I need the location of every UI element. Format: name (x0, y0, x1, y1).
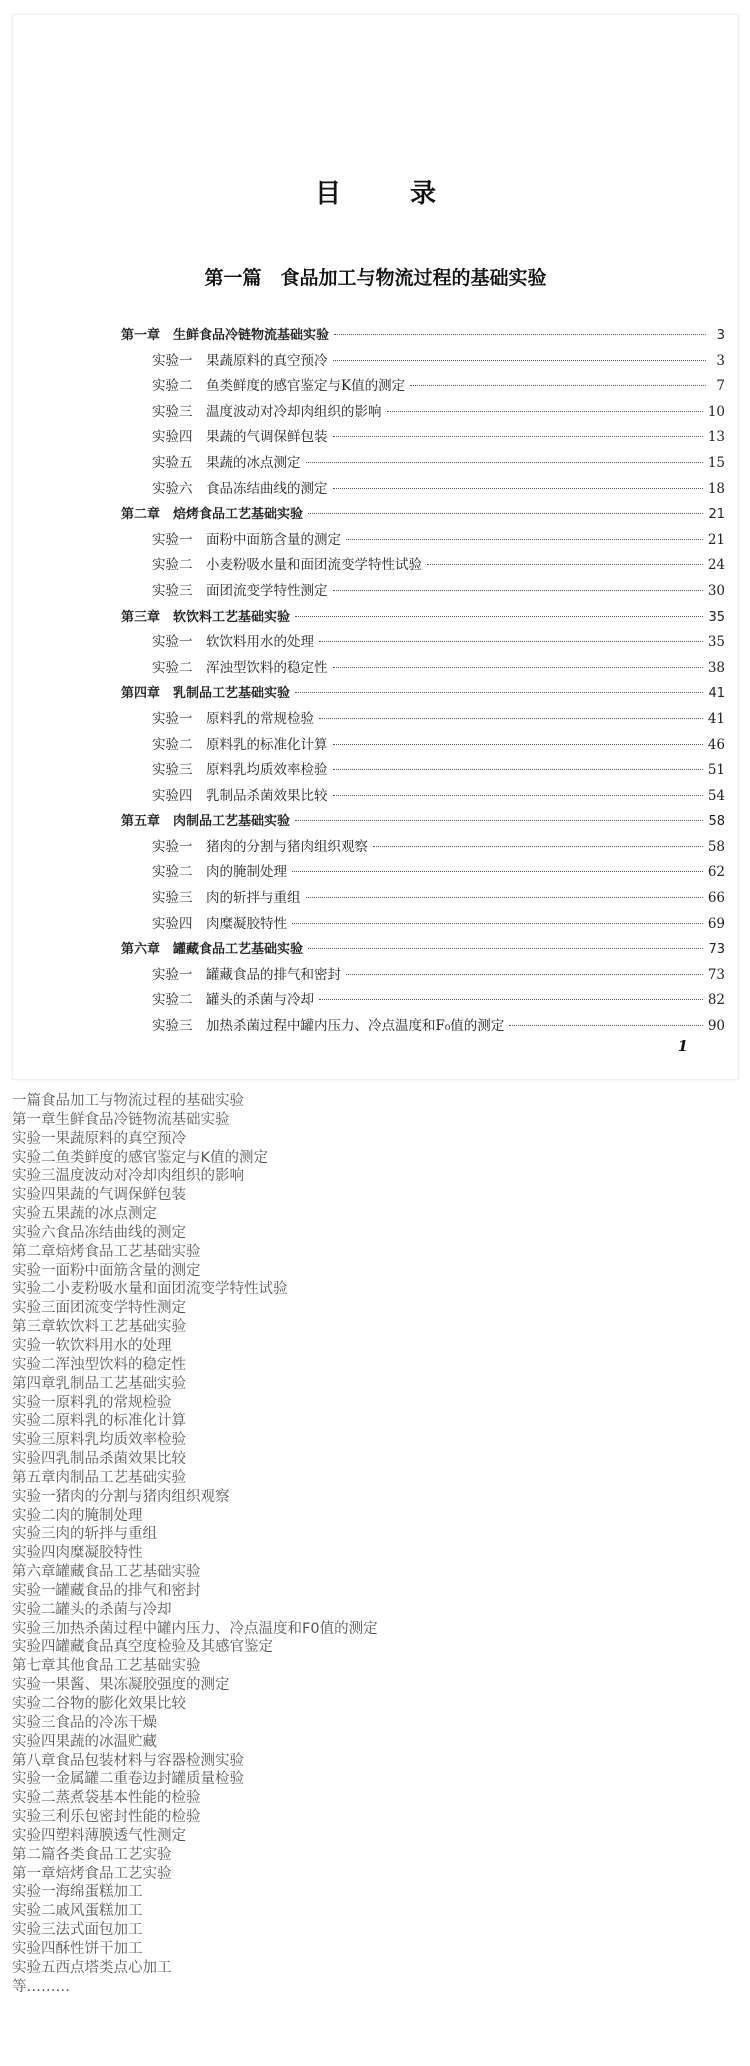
toc-experiment-entry (121, 579, 725, 605)
toc-experiment-entry (121, 758, 725, 784)
dot-leader (292, 923, 703, 924)
toc-entry-page-number: 69 (707, 915, 725, 932)
toc-experiment-entry (121, 886, 725, 912)
toc-entry-title: 实验三 面团流变学特性测定 (152, 582, 328, 599)
toc-entry-title: 实验三 肉的斩拌与重组 (152, 890, 301, 907)
toc-entry-title: 实验四 果蔬的气调保鲜包装 (152, 429, 328, 446)
toc-entry-page-number: 15 (707, 454, 725, 471)
toc-entry-title: 实验一 软饮料用水的处理 (152, 634, 314, 651)
extracted-text-line: 实验一猪肉的分割与猪肉组织观察 (12, 1488, 230, 1505)
toc-experiment-entry (121, 553, 725, 579)
dot-leader (387, 411, 703, 412)
dot-leader (334, 334, 706, 335)
toc-experiment-entry (121, 733, 725, 759)
toc-entry-title: 实验二 小麦粉吸水量和面团流变学特性试验 (152, 557, 422, 574)
extracted-text-line: 实验二谷物的膨化效果比较 (12, 1696, 186, 1712)
dot-leader (319, 999, 703, 1000)
toc-entry-title: 第四章 乳制品工艺基础实验 (121, 686, 291, 702)
toc-entry-title: 实验二 浑浊型饮料的稳定性 (152, 659, 328, 676)
extracted-text-line: 实验四酥性饼干加工 (12, 1940, 143, 1957)
dot-leader (308, 513, 703, 514)
toc-entry-title: 实验一 面粉中面筋含量的测定 (152, 531, 341, 548)
toc-entry-title: 第二章 焙烤食品工艺基础实验 (121, 507, 304, 523)
extracted-text-line: 第八章食品包装材料与容器检测实验 (12, 1752, 244, 1769)
toc-entry-title: 实验三 原料乳均质效率检验 (152, 762, 328, 779)
extracted-text-line: 第一章生鲜食品冷链物流基础实验 (12, 1111, 230, 1128)
extracted-text-line: 第六章罐藏食品工艺基础实验 (12, 1564, 201, 1581)
toc-entry-page-number: 41 (707, 710, 725, 727)
toc-entry-page-number: 3 (716, 328, 725, 343)
toc-experiment-entry (121, 374, 725, 400)
extracted-text-line: 实验一果酱、果冻凝胶强度的测定 (12, 1677, 230, 1694)
toc-entry-title: 实验一 罐藏食品的排气和密封 (152, 966, 341, 983)
extracted-text-line: 第五章肉制品工艺基础实验 (12, 1469, 186, 1486)
dot-leader (333, 360, 707, 361)
toc-entry-page-number: 10 (707, 403, 725, 420)
toc-entry-page-number: 41 (708, 686, 725, 702)
extracted-text-line: 实验一面粉中面筋含量的测定 (12, 1262, 201, 1279)
extracted-text-line: 第一章焙烤食品工艺实验 (12, 1865, 172, 1882)
extracted-text-line: 实验二鱼类鲜度的感官鉴定与K值的测定 (12, 1149, 269, 1166)
extracted-text-line: 等……… (12, 1978, 70, 1995)
extracted-text-line: 实验一原料乳的常规检验 (12, 1394, 172, 1411)
extracted-text-line: 实验六食品冻结曲线的测定 (12, 1224, 186, 1241)
toc-experiment-entry (121, 835, 725, 861)
toc-entry-title: 实验二 原料乳的标准化计算 (152, 736, 328, 753)
toc-entry-page-number: 73 (708, 942, 725, 958)
extracted-text-line: 实验三原料乳均质效率检验 (12, 1432, 186, 1449)
extracted-text-line: 实验二原料乳的标准化计算 (12, 1413, 186, 1430)
toc-experiment-entry (121, 630, 725, 656)
extracted-text-line: 实验二蒸煮袋基本性能的检验 (12, 1790, 201, 1807)
extracted-text-line: 实验四肉糜凝胶特性 (12, 1545, 143, 1562)
toc-entry-page-number: 35 (708, 609, 725, 625)
toc-experiment-entry (121, 656, 725, 682)
toc-experiment-entry (121, 912, 725, 938)
toc-entry-page-number: 18 (707, 480, 725, 497)
toc-entry-title: 实验二 鱼类鲜度的感官鉴定与K值的测定 (152, 378, 406, 395)
toc-entry-page-number: 38 (707, 659, 725, 676)
dot-leader (295, 820, 703, 821)
part-title: 第一篇 食品加工与物流过程的基础实验 (204, 267, 547, 289)
toc-entry-page-number: 30 (707, 582, 725, 599)
toc-experiment-entry (121, 963, 725, 989)
toc-experiment-entry (121, 400, 725, 426)
toc-entry-page-number: 90 (707, 1018, 725, 1035)
toc-entry-page-number: 13 (707, 429, 725, 446)
toc-entry-title: 实验三 加热杀菌过程中罐内压力、冷点温度和F₀值的测定 (152, 1018, 505, 1035)
toc-entry-title: 实验三 温度波动对冷却肉组织的影响 (152, 403, 382, 420)
extracted-text-line: 实验三加热杀菌过程中罐内压力、冷点温度和F0值的测定 (12, 1620, 378, 1637)
extracted-text-line: 实验三面团流变学特性测定 (12, 1300, 186, 1317)
toc-entry-title: 实验一 果蔬原料的真空预冷 (152, 352, 328, 369)
toc-chapter-entry (121, 809, 725, 835)
toc-entry-page-number: 58 (707, 838, 725, 855)
toc-experiment-entry (121, 988, 725, 1014)
extracted-text-line: 实验四塑料薄膜透气性测定 (12, 1827, 186, 1844)
extracted-text-line: 第七章其他食品工艺基础实验 (12, 1658, 201, 1675)
extracted-text-line: 第二篇各类食品工艺实验 (12, 1846, 172, 1863)
toc-entry-page-number: 73 (707, 966, 725, 983)
dot-leader (333, 769, 703, 770)
extracted-text-line: 实验三食品的冷冻干燥 (12, 1714, 157, 1731)
dot-leader (427, 564, 703, 565)
toc-chapter-entry (121, 605, 725, 631)
extracted-text-line: 实验四果蔬的冰温贮藏 (12, 1733, 157, 1750)
extracted-text-line: 实验三利乐包密封性能的检验 (12, 1809, 201, 1826)
extracted-text-line: 第二章焙烤食品工艺基础实验 (12, 1243, 201, 1260)
toc-entry-title: 第六章 罐藏食品工艺基础实验 (121, 942, 304, 958)
extracted-text-line: 实验二罐头的杀菌与冷却 (12, 1601, 172, 1618)
toc-experiment-entry (121, 528, 725, 554)
toc-experiment-entry (121, 707, 725, 733)
toc-chapter-entry (121, 681, 725, 707)
dot-leader (509, 1025, 703, 1026)
dot-leader (308, 948, 703, 949)
extracted-text-line: 实验二肉的腌制处理 (12, 1507, 143, 1524)
toc-entry-page-number: 82 (707, 992, 725, 1009)
dot-leader (306, 897, 703, 898)
toc-entry-page-number: 66 (707, 890, 725, 907)
extracted-text-line: 第三章软饮料工艺基础实验 (12, 1319, 186, 1336)
dot-leader (333, 436, 703, 437)
extracted-text-line: 第四章乳制品工艺基础实验 (12, 1375, 186, 1392)
toc-experiment-entry (121, 1014, 725, 1040)
table-of-contents (121, 323, 725, 1040)
extracted-text-line: 实验五果蔬的冰点测定 (12, 1206, 157, 1223)
toc-experiment-entry (121, 451, 725, 477)
toc-entry-page-number: 54 (707, 787, 725, 804)
extracted-text-line: 实验三肉的斩拌与重组 (12, 1526, 157, 1543)
extracted-text-line: 实验五西点塔类点心加工 (12, 1959, 172, 1976)
toc-entry-title: 实验四 乳制品杀菌效果比较 (152, 787, 328, 804)
toc-experiment-entry (121, 784, 725, 810)
toc-chapter-entry (121, 323, 725, 349)
dot-leader (319, 718, 703, 719)
toc-entry-title: 实验二 肉的腌制处理 (152, 864, 287, 881)
dot-leader (333, 488, 703, 489)
toc-entry-title: 实验四 肉糜凝胶特性 (152, 915, 287, 932)
toc-entry-page-number: 58 (708, 814, 725, 830)
extracted-text-line: 实验四罐藏食品真空度检验及其感官鉴定 (12, 1639, 273, 1656)
toc-entry-title: 实验六 食品冻结曲线的测定 (152, 480, 328, 497)
extracted-text-line: 实验二浑浊型饮料的稳定性 (12, 1356, 186, 1373)
extracted-text-line: 实验一罐藏食品的排气和密封 (12, 1582, 201, 1599)
book-page (12, 14, 739, 1080)
dot-leader (319, 641, 703, 642)
extracted-text-list (12, 1092, 737, 1997)
extracted-text-line: 实验一海绵蛋糕加工 (12, 1884, 143, 1901)
dot-leader (333, 667, 703, 668)
toc-entry-title: 第五章 肉制品工艺基础实验 (121, 814, 291, 830)
toc-chapter-entry (121, 502, 725, 528)
dot-leader (306, 462, 703, 463)
toc-entry-title: 实验一 猪肉的分割与猪肉组织观察 (152, 838, 368, 855)
toc-chapter-entry (121, 937, 725, 963)
extracted-text-line: 实验四果蔬的气调保鲜包装 (12, 1187, 186, 1204)
extracted-text-line: 实验一软饮料用水的处理 (12, 1337, 172, 1354)
toc-entry-title: 实验五 果蔬的冰点测定 (152, 454, 301, 471)
toc-experiment-entry (121, 349, 725, 375)
extracted-text-line: 实验二戚风蛋糕加工 (12, 1903, 143, 1920)
toc-entry-page-number: 7 (716, 378, 725, 395)
dot-leader (295, 616, 703, 617)
toc-entry-page-number: 3 (716, 352, 725, 369)
toc-entry-title: 第一章 生鲜食品冷链物流基础实验 (121, 328, 330, 343)
toc-entry-page-number: 24 (707, 557, 725, 574)
toc-entry-page-number: 62 (707, 864, 725, 881)
extracted-text-line: 一篇食品加工与物流过程的基础实验 (12, 1093, 244, 1109)
dot-leader (333, 744, 703, 745)
extracted-text-line: 实验三温度波动对冷却肉组织的影响 (12, 1168, 244, 1185)
toc-experiment-entry (121, 860, 725, 886)
toc-entry-page-number: 51 (707, 762, 725, 779)
dot-leader (333, 795, 703, 796)
extracted-text-line: 实验一果蔬原料的真空预冷 (12, 1130, 186, 1147)
toc-experiment-entry (121, 477, 725, 503)
toc-entry-page-number: 46 (707, 736, 725, 753)
dot-leader (346, 974, 703, 975)
toc-entry-page-number: 21 (708, 507, 725, 523)
extracted-text-line: 实验四乳制品杀菌效果比较 (12, 1451, 186, 1468)
dot-leader (292, 871, 703, 872)
dot-leader (333, 590, 703, 591)
toc-entry-title: 第三章 软饮料工艺基础实验 (121, 609, 291, 625)
toc-entry-title: 实验二 罐头的杀菌与冷却 (152, 992, 314, 1009)
dot-leader (373, 846, 703, 847)
extracted-text-line: 实验二小麦粉吸水量和面团流变学特性试验 (12, 1281, 288, 1298)
dot-leader (410, 385, 706, 386)
toc-entry-page-number: 21 (707, 531, 725, 548)
page-number: 1 (677, 1037, 688, 1055)
page-title: 目 录 (314, 179, 467, 209)
dot-leader (346, 539, 703, 540)
toc-entry-page-number: 35 (707, 634, 725, 651)
extracted-text-line: 实验三法式面包加工 (12, 1922, 143, 1939)
dot-leader (295, 692, 703, 693)
toc-entry-title: 实验一 原料乳的常规检验 (152, 710, 314, 727)
extracted-text-line: 实验一金属罐二重卷边封罐质量检验 (12, 1771, 244, 1788)
toc-experiment-entry (121, 425, 725, 451)
